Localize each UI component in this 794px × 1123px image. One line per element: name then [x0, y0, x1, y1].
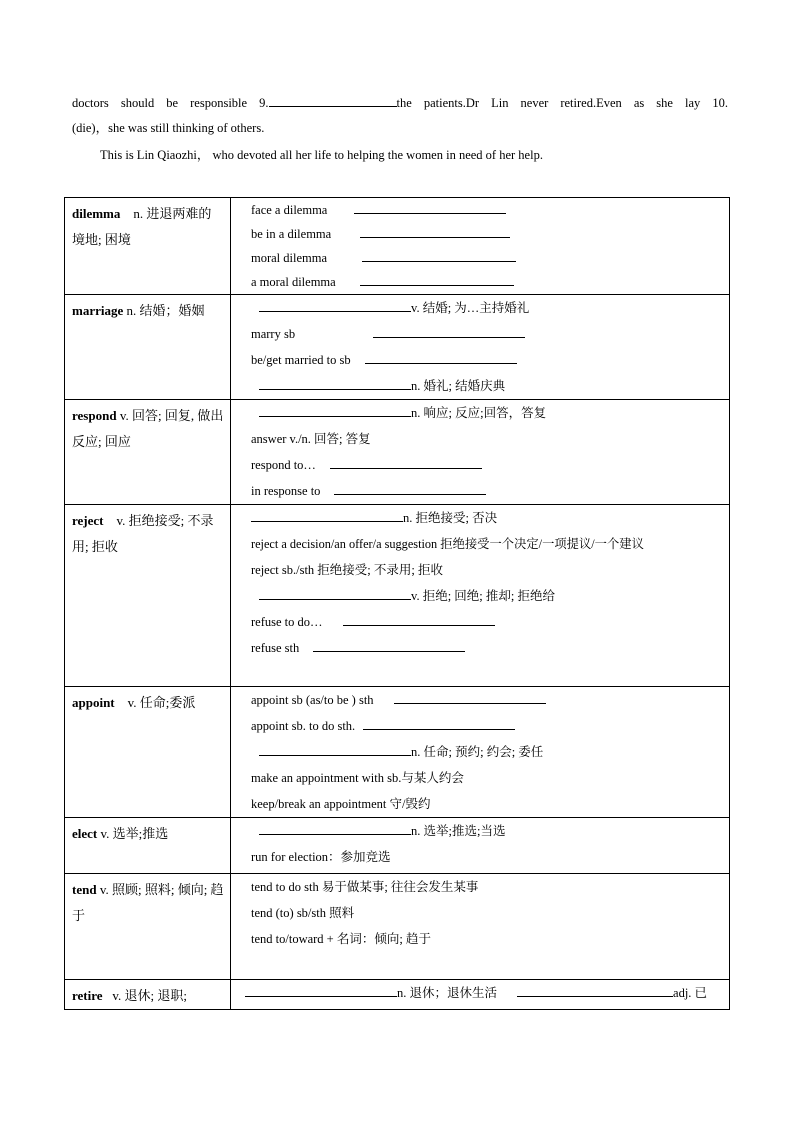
word-meaning: v. 选举;推选	[100, 826, 169, 841]
phrase-text: moral dilemma	[251, 251, 328, 265]
headword: retire	[72, 988, 103, 1003]
word-cell	[65, 687, 231, 818]
phrase-text: n. 婚礼; 结婚庆典	[411, 379, 506, 393]
detail-line	[251, 557, 723, 583]
detail-line	[251, 713, 723, 739]
phrase-text: run for election：参加竞选	[251, 850, 391, 864]
detail-cell	[231, 687, 730, 818]
phrase-text: reject a decision/an offer/a suggestion 拒绝接受一个决定/一项提议/一个建议	[251, 537, 644, 551]
phrase-text: face a dilemma	[251, 203, 328, 217]
answer-blank[interactable]	[373, 322, 525, 338]
word-cell	[65, 980, 231, 1010]
detail-line	[251, 198, 723, 222]
answer-blank[interactable]	[343, 610, 495, 626]
detail-line	[251, 400, 723, 426]
phrase-text: v. 拒绝; 回绝; 推却; 拒绝给	[411, 589, 555, 603]
headword: respond	[72, 408, 117, 423]
word-meaning: n. 结婚；婚姻	[126, 303, 205, 318]
word-meaning: v. 退休; 退职;	[112, 988, 187, 1003]
phrase-text: a moral dilemma	[251, 275, 336, 289]
detail-cell	[231, 198, 730, 295]
vocabulary-table	[64, 197, 730, 1010]
phrase-text: adj. 已	[673, 986, 708, 1000]
intro-paragraph-line1	[72, 91, 728, 116]
table-row	[65, 505, 730, 687]
detail-line	[251, 531, 723, 557]
answer-blank[interactable]	[251, 506, 403, 522]
intro-paragraph-line2: (die)，she was still thinking of others.	[72, 121, 265, 135]
detail-cell	[231, 295, 730, 400]
answer-blank[interactable]	[330, 453, 482, 469]
phrase-text: tend to/toward + 名词：倾向; 趋于	[251, 932, 431, 946]
table-row	[65, 295, 730, 400]
detail-line	[251, 270, 723, 294]
answer-blank-9[interactable]	[269, 93, 397, 107]
word-cell	[65, 505, 231, 687]
word-cell	[65, 295, 231, 400]
phrase-text: n. 选举;推选;当选	[411, 824, 506, 838]
detail-line	[251, 321, 723, 347]
answer-blank[interactable]	[517, 981, 673, 997]
phrase-text: refuse to do…	[251, 615, 323, 629]
phrase-text: tend to do sth 易于做某事; 往往会发生某事	[251, 880, 479, 894]
phrase-text: appoint sb. to do sth.	[251, 719, 356, 733]
detail-line	[251, 505, 723, 531]
intro-text-b: the patients.Dr Lin never retired.Even as she lay 10.	[396, 96, 728, 110]
word-meaning: v. 任命;委派	[127, 695, 196, 710]
answer-blank[interactable]	[354, 198, 506, 214]
detail-line	[251, 452, 723, 478]
detail-line	[251, 426, 723, 452]
phrase-text: reject sb./sth 拒绝接受; 不录用; 拒收	[251, 563, 443, 577]
table-row	[65, 400, 730, 505]
headword: appoint	[72, 695, 115, 710]
answer-blank[interactable]	[259, 296, 411, 312]
phrase-text: be/get married to sb	[251, 353, 351, 367]
table-row	[65, 198, 730, 295]
answer-blank[interactable]	[313, 636, 465, 652]
word-meaning: v. 回答; 回复, 做出反应; 回应	[72, 408, 224, 449]
detail-line	[251, 874, 723, 900]
answer-blank[interactable]	[394, 688, 546, 704]
phrase-text: make an appointment with sb.与某人约会	[251, 771, 464, 785]
word-meaning: n. 进退两难的境地; 困境	[72, 206, 212, 247]
detail-line	[251, 222, 723, 246]
answer-blank[interactable]	[362, 246, 516, 262]
phrase-text: tend (to) sb/sth 照料	[251, 906, 355, 920]
detail-cell	[231, 505, 730, 687]
detail-line	[251, 295, 723, 321]
word-cell	[65, 874, 231, 980]
detail-line	[251, 900, 723, 926]
headword: dilemma	[72, 206, 121, 221]
answer-blank[interactable]	[360, 270, 514, 286]
word-cell	[65, 198, 231, 295]
phrase-text: refuse sth	[251, 641, 300, 655]
table-row	[65, 818, 730, 874]
headword: tend	[72, 882, 97, 897]
phrase-text: marry sb	[251, 327, 296, 341]
answer-blank[interactable]	[259, 819, 411, 835]
answer-blank[interactable]	[259, 401, 411, 417]
answer-blank[interactable]	[360, 222, 510, 238]
detail-line	[251, 583, 723, 609]
detail-line	[245, 980, 723, 1006]
phrase-text: keep/break an appointment 守/毁约	[251, 797, 431, 811]
detail-line	[251, 609, 723, 635]
detail-cell	[231, 874, 730, 980]
answer-blank[interactable]	[259, 374, 411, 390]
answer-blank[interactable]	[363, 714, 515, 730]
phrase-text: appoint sb (as/to be ) sth	[251, 693, 374, 707]
word-meaning: v. 拒绝接受; 不录用; 拒收	[72, 513, 214, 554]
answer-blank[interactable]	[365, 348, 517, 364]
detail-line	[251, 373, 723, 399]
word-meaning: v. 照顾; 照料; 倾向; 趋于	[72, 882, 224, 923]
table-row	[65, 687, 730, 818]
detail-cell	[231, 980, 730, 1010]
word-cell	[65, 400, 231, 505]
phrase-text: be in a dilemma	[251, 227, 332, 241]
detail-line	[251, 765, 723, 791]
phrase-text: answer v./n. 回答; 答复	[251, 432, 371, 446]
phrase-text: n. 任命; 预约; 约会; 委任	[411, 745, 544, 759]
phrase-text: respond to…	[251, 458, 316, 472]
phrase-text: v. 结婚; 为…主持婚礼	[411, 301, 530, 315]
phrase-text: in response to	[251, 484, 321, 498]
headword: elect	[72, 826, 98, 841]
detail-line	[251, 246, 723, 270]
answer-blank[interactable]	[259, 584, 411, 600]
detail-line	[251, 791, 723, 817]
word-cell	[65, 818, 231, 874]
answer-blank[interactable]	[334, 479, 486, 495]
detail-cell	[231, 400, 730, 505]
table-row	[65, 980, 730, 1010]
detail-line	[251, 739, 723, 765]
detail-line	[251, 926, 723, 952]
answer-blank[interactable]	[259, 740, 411, 756]
detail-line	[251, 818, 723, 844]
answer-blank[interactable]	[245, 981, 397, 997]
detail-line	[251, 347, 723, 373]
phrase-text: n. 响应; 反应;回答，答复	[411, 406, 547, 420]
detail-line	[251, 478, 723, 504]
detail-line	[251, 635, 723, 661]
phrase-text: n. 拒绝接受; 否决	[403, 511, 498, 525]
intro-text-a: doctors should be responsible 9.	[72, 96, 269, 110]
detail-line	[251, 687, 723, 713]
headword: marriage	[72, 303, 124, 318]
headword: reject	[72, 513, 104, 528]
intro-paragraph-line3: This is Lin Qiaozhi， who devoted all her life to helping the women in need of her help.	[100, 148, 543, 162]
phrase-text: n. 退休；退休生活	[397, 986, 498, 1000]
table-row	[65, 874, 730, 980]
detail-cell	[231, 818, 730, 874]
detail-line	[251, 844, 723, 870]
